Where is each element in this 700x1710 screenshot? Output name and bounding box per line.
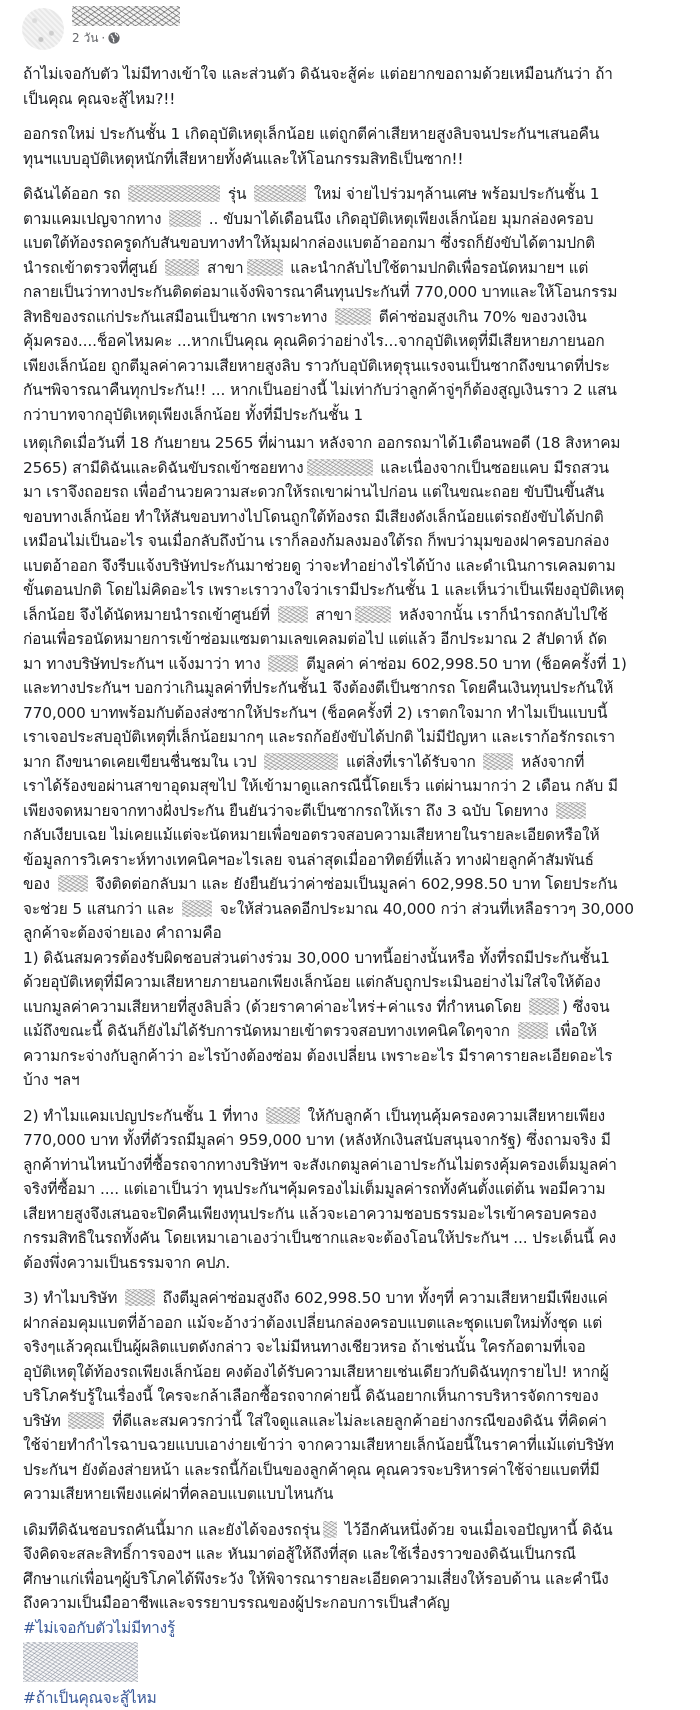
post-meta [72, 30, 180, 46]
text-line [23, 431, 683, 456]
redacted-text [355, 606, 391, 623]
text-segment: ความกระจ่างกับลูกค้าว่า อะไรบ้างต้องซ่อม ต้องเปลี่ยน เพราะอะไร มีราคารายละเอียดอะไร [23, 1046, 613, 1065]
text-line [23, 1335, 683, 1360]
text-segment: ให้กับลูกค้า เป็นทุนคุ้มครองความเสียหายเพียง [302, 1106, 605, 1125]
text-segment: เหมือนไม่เป็นอะไร จนเมื่อกลับถึงบ้าน เราก็ลองก้มลงมองใต้รถ ก็พบว่ามุมของฝาครอบกล่อง [23, 532, 610, 550]
text-line [23, 1202, 683, 1227]
text-segment: เป็นคุณ คุณจะสู้ไหม?!! [23, 89, 176, 108]
post-header [22, 2, 180, 52]
post-paragraph [23, 62, 683, 111]
hashtag-link[interactable]: #ถ้าเป็นคุณจะสู้ไหม [23, 1688, 157, 1707]
text-line [23, 231, 683, 256]
text-line [23, 799, 683, 824]
text-line [23, 897, 683, 922]
text-segment: ใช้จ่ายทำกำไรฉาบฉวยแบบเอาง่ายเข้าว่า จากความเสียหายเล็กน้อยนี้ในราคาที่แม้แต่บริษัท [23, 1436, 614, 1454]
text-segment: ก่อนเพื่อรอนัดหมายการเข้าซ่อมแซมตามเลขเคลมต่อไป แต่แล้ว อีกประมาณ 2 สัปดาห์ ถัด [23, 630, 608, 648]
text-line [23, 1567, 683, 1592]
text-segment: คุ้มครอง....ช็อคไหมคะ ...หากเป็นคุณ คุณคิดว่าอย่างไร...จากอุบัติเหตุที่มีเสียหายภายนอก [23, 332, 605, 350]
text-segment: กรรมสิทธิในรถทั้งคัน โดยเหมาเอาเองว่าเป็นซากและจะต้องโอนให้ประกันฯ ... ประเด็นนี้ คง [23, 1229, 617, 1247]
text-line [23, 87, 683, 112]
redacted-text [247, 259, 283, 276]
text-line [23, 147, 683, 172]
text-segment: สิทธิของรถแก่ประกันเสมือนเป็นซาก เพราะทาง [23, 307, 332, 326]
redacted-text [68, 1412, 104, 1429]
post-paragraph [23, 1286, 683, 1507]
text-segment: ดิฉันได้ออก รถ [23, 185, 126, 203]
text-segment: ถึงตีมูลค่าซ่อมสูงถึง 602,998.50 บาท ทั้งๆที่ ความเสียหายมีเพียงแค่ [157, 1289, 608, 1307]
hashtag-link[interactable]: #ไม่เจอกับตัวไม่มีทางรู้ [23, 1618, 176, 1637]
text-segment: ข้อมูลการวิเคราะห์ทางเทคนิคฯอะไรเลย จนล่าสุดเมื่ออาทิตย์ที่แล้ว ทางฝ่ายลูกค้าสัมพันธ์ [23, 850, 594, 869]
text-line [23, 701, 683, 726]
text-line [23, 1177, 683, 1202]
text-line [23, 652, 683, 677]
text-segment: ลูกค้าจะต้องจ่ายเอง คำถามคือ [23, 924, 222, 942]
text-line [23, 122, 683, 147]
redacted-text [323, 1521, 337, 1538]
text-segment: กลายเป็นว่าทางประกันติดต่อมาแจ้งพิจารณาคืนทุนประกันที่ 770,000 บาทและให้โอนกรรม [23, 283, 618, 301]
text-line [23, 1433, 683, 1458]
text-line [23, 529, 683, 554]
text-segment: แม้ถึงขณะนี้ ดิฉันก็ยังไม่ได้รับการนัดหมายเข้าตรวจสอบทางเทคนิคใดๆจาก [23, 1022, 515, 1040]
text-segment: แต่สิ่งที่เราได้รับจาก [341, 752, 481, 771]
text-line [23, 823, 683, 848]
redacted-text [483, 753, 513, 770]
redacted-text [307, 459, 373, 476]
text-segment: กลับเงียบเฉย ไม่เคยแม้แต่จะนัดหมายเพื่อขอตรวจสอบความเสียหายในรายละเอียดหรือให้ [23, 826, 600, 844]
text-segment: เหตุเกิดเมื่อวันที่ 18 กันยายน 2565 ที่ผ่านมา หลังจาก ออกรถมาได้1เดือนพอดี (18 สิงหาคม [23, 434, 621, 452]
text-segment: เดิมทีดิฉันชอบรถคันนี้มาก และยังได้จองรถรุ่น [23, 1520, 321, 1539]
text-line [23, 403, 683, 428]
text-segment: เราได้ร้องขอผ่านสาขาอุดมสุขไป ให้เข้ามาดูแลกรณีนี้โดยเร็ว แต่ผ่านมากว่า 2 เดือน กลับ มี [23, 777, 618, 795]
text-segment: ) ซึ่งจน [562, 997, 610, 1016]
post-paragraph [23, 182, 683, 427]
text-line [23, 62, 683, 87]
redacted-text [165, 259, 199, 276]
text-segment: ที่ดีและสมควรกว่านี้ ใส่ใจดูแลและไม่ละเลยลูกค้าอย่างกรณีของดิฉัน ที่คิดค่า [107, 1411, 607, 1430]
text-line [23, 329, 683, 354]
text-line [23, 182, 683, 207]
text-line [23, 1518, 683, 1543]
text-segment: และเนื่องจากเป็นซอยแคบ มีรถสวน [375, 458, 609, 477]
text-segment: 770,000 บาทพร้อมกับต้องส่งซากให้ประกันฯ (ช็อคครั้งที่ 2) เราตกใจมาก ทำไมเป็นแบบนี้ [23, 703, 608, 722]
text-line [23, 774, 683, 799]
text-segment: หลังจากนั้น เราก็นำรถกลับไปใช้ [394, 605, 608, 624]
text-line [23, 480, 683, 505]
text-segment: อุบัติเหตุใต้ท้องรถเพียงเล็กน้อย คงต้องได้รับความเสียหายเช่นเดียวกับดิฉันทุกรายไป! หากผู้ [23, 1362, 609, 1381]
text-segment: หลังจากที่ [516, 752, 585, 771]
text-segment: บริษัท [23, 1411, 66, 1430]
text-line [23, 256, 683, 281]
text-line [23, 1482, 683, 1507]
text-segment: ฝากล่อมคุมแบตที่อ้าออก แม้จะอ้างว่าต้องเปลี่ยนกล่องครอบแบตและชุดแบตใหม่ทั้งชุด แต่ [23, 1313, 603, 1332]
text-segment: กว่าบาทจากอุบัติเหตุเพียงเล็กน้อย ทั้งที่มีประกันชั้น 1 [23, 405, 364, 424]
redacted-text [254, 185, 306, 202]
text-line [23, 456, 683, 481]
hashtag-list [23, 1616, 683, 1710]
redacted-text [556, 802, 586, 819]
text-segment: แบตใต้ท้องรถครูดกับสันขอบทางทำให้มุมฝากล่องแบตอ้าออกมา ซึ่งรถก็ยังขับได้ตามปกติ [23, 234, 596, 252]
text-line [23, 505, 683, 530]
text-line [23, 725, 683, 750]
text-segment: ถ้าไม่เจอกับตัว ไม่มีทางเข้าใจ และส่วนตัว ดิฉันจะสู้ค่ะ แต่อยากขอถามด้วยเหมือนกันว่า ถ้า [23, 65, 613, 83]
post-paragraph [23, 122, 683, 171]
post-body [23, 62, 683, 1710]
text-segment: กันฯพิจารณาคืนทุกประกัน!! ... หากเป็นอย่างนี้ ไม่เท่ากับว่าลูกค้าจู่ๆก็ต้องสูญเงินราว 2 แสน [23, 381, 617, 399]
globe-icon[interactable] [108, 32, 120, 44]
text-segment: รุ่น [223, 185, 252, 203]
text-line [23, 1104, 683, 1129]
text-segment: และทางประกันฯ บอกว่าเกินมูลค่าที่ประกันชั้น1 จึงต้องตีเป็นซากรถ โดยคืนเงินทุนประกันให้ [23, 679, 614, 697]
text-line [23, 1226, 683, 1251]
text-line [23, 554, 683, 579]
post-header-text [72, 2, 180, 46]
text-segment: แบตอ้าออก จึงรีบแจ้งบริษัทประกันมาช่วยดู ว่าจะทำอย่างไรได้บ้าง และดำเนินการเคลมตาม [23, 556, 616, 575]
text-line [23, 280, 683, 305]
text-line [23, 1153, 683, 1178]
text-segment: นำรถเข้าตรวจที่ศูนย์ [23, 258, 163, 277]
post-paragraph [23, 431, 683, 1093]
redacted-hashtag[interactable] [23, 1642, 138, 1682]
text-line [23, 578, 683, 603]
redacted-text [335, 308, 371, 325]
redacted-text [182, 900, 212, 917]
text-segment: ตีค่าซ่อมสูงเกิน 70% ของวงเงิน [373, 307, 587, 326]
text-segment: เพื่อให้ [550, 1022, 597, 1040]
text-segment: เพียงเล็กน้อย ถูกตีมูลค่าความเสียหายสูงลิบ ราวกับอุบัติเหตุรุนแรงจนเป็นซากถึงขนาดที่ประ [23, 356, 610, 375]
text-segment: ศึกษาแก่เพื่อนๆผู้บริโภคได้พึงระวัง ให้พิจารณารายละเอียดความเสี่ยงให้รอบด้าน และคำนึง [23, 1569, 609, 1588]
post-timestamp[interactable]: 2 วัน [72, 31, 99, 45]
text-segment: จึงติดต่อกลับมา และ ยังยืนยันว่าค่าซ่อมเป็นมูลค่า 602,998.50 บาท โดยประกัน [90, 875, 618, 893]
text-segment: ขั้นตอนปกติ โดยไม่คิดอะไร เพราะเราวางใจว่าเรามีประกันชั้น 1 และเห็นว่าเป็นเพียงอุบัติเหตุ [23, 581, 625, 599]
text-segment: ใหม่ จ่ายไปร่วมๆล้านเศษ พร้อมประกันชั้น 1 [309, 185, 600, 203]
redacted-text [266, 1107, 300, 1124]
text-line [23, 603, 683, 628]
text-line [23, 921, 683, 946]
text-line [23, 946, 683, 971]
text-segment: บริโภครับรู้ในเรื่องนี้ ใครจะกล้าเลือกซื้อรถจากค่ายนี้ ดิฉันอยากเห็นการบริหารจัดการของ [23, 1387, 599, 1405]
text-segment: ตามแคมเปญจากทาง [23, 209, 167, 228]
text-segment: ต้องพึ่งความเป็นธรรมจาก คปภ. [23, 1253, 231, 1272]
redacted-text [264, 753, 338, 770]
redacted-text [529, 998, 559, 1015]
redacted-text [268, 655, 298, 672]
text-segment: ด้วยอุบัติเหตุที่มีความเสียหายภายนอกเพียงเล็กน้อย แต่กลับถูกประเมินอย่างไม่ใส่ใจให้ต้อง [23, 973, 601, 991]
text-line [23, 1311, 683, 1336]
meta-separator: · [101, 31, 106, 45]
text-line [23, 1128, 683, 1153]
text-segment: ขอบทางเล็กน้อย ทำให้สันขอบทางไปโดนถูกใต้ท้องรถ มีเสียงดังเล็กน้อยแต่รถยังขับได้ปกติ [23, 507, 604, 526]
post-paragraph [23, 1104, 683, 1276]
text-line [23, 1044, 683, 1069]
text-segment: บ้าง ฯลฯ [23, 1071, 80, 1089]
text-segment: 3) ทำไมบริษัท [23, 1289, 122, 1307]
text-segment: ออกรถใหม่ ประกันชั้น 1 เกิดอุบัติเหตุเล็กน้อย แต่ถูกตีค่าเสียหายสูงลิบจนประกันฯเสนอคืน [23, 125, 600, 143]
text-segment: มา เราจึงถอยรถ เพื่ออำนวยความสะดวกให้รถเขาผ่านไปก่อน แต่ในขณะถอย ขับปีนขึ้นสัน [23, 483, 605, 501]
text-segment: ความเสียหายเพียงแค่ฝาที่คลอบแบตแบบไหนกัน [23, 1485, 334, 1503]
text-segment: เราเจอประสบอุบัติเหตุที่เล็กน้อยมากๆ และรถก้อยังขับได้ปกติ ไม่มีปัญหา และเราก้อรักรถเรา [23, 728, 615, 746]
text-line [23, 305, 683, 330]
redacted-text [125, 1289, 155, 1306]
text-line [23, 1068, 683, 1093]
text-segment: สาขา [310, 605, 353, 624]
post-paragraph [23, 1518, 683, 1616]
text-line [23, 848, 683, 873]
text-segment: จริงที่ซื้อมา .... แต่เอาเป็นว่า ทุนประกันฯคุ้มครองไม่เต็มมูลค่ารถทั้งคันตั้งแต่ต้น พอมีความ [23, 1180, 606, 1198]
text-segment: ตีมูลค่า ค่าซ่อม 602,998.50 บาท (ช็อคครั้งที่ 1) [301, 654, 627, 673]
text-segment: ของ [23, 875, 55, 893]
text-line [23, 995, 683, 1020]
text-segment: ถึงความเป็นมืออาชีพและจรรยาบรรณของผู้ประกอบการเป็นสำคัญ [23, 1594, 450, 1612]
text-segment: และนำกลับไปใช้ตามปกติเพื่อรอนัดหมายฯ แต่ [285, 258, 589, 277]
text-line [23, 1384, 683, 1409]
redacted-text [518, 1022, 548, 1039]
text-segment: ไว้อีกคันหนึ่งด้วย จนเมื่อเจอปัญหานี้ ดิฉัน [340, 1520, 613, 1539]
text-line [23, 970, 683, 995]
text-segment: สาขา [202, 258, 244, 277]
text-segment: เสียหายสูงจึงเสนอจะปิดคืนเพียงทุนประกัน แล้วจะเอาความชอบธรรมอะไรเข้าครอบครอง [23, 1204, 597, 1223]
text-line [23, 1409, 683, 1434]
text-segment: 1) ดิฉันสมควรต้องรับผิดชอบส่วนต่างร่วม 30,000 บาทนี้อย่างนั้นหรือ ทั้งที่รถมีประกันชั้น1 [23, 948, 610, 967]
text-segment: ประกันฯ ยังต้องส่ายหน้า และรถนี้ก้อเป็นของลูกค้าคุณ คุณควรจะบริหารค่าใช้จ่ายแบตที่มี [23, 1460, 600, 1479]
text-line [23, 676, 683, 701]
text-segment: แบกมูลค่าความเสียหายที่สูงลิบลิ่ว (ด้วยราคาค่าอะไหร่+ค่าแรง ที่กำหนดโดย [23, 997, 527, 1016]
text-line [23, 1458, 683, 1483]
text-segment: จะช่วย 5 แสนกว่า และ [23, 899, 179, 918]
text-line [23, 1019, 683, 1044]
text-line [23, 1251, 683, 1276]
text-segment: ลูกค้าท่านไหนบ้างที่ซื้อรถจากทางบริษัทฯ จะสังเกตมูลค่าเอาประกันไม่ตรงคุ้มครองเต็มมูลค่า [23, 1155, 617, 1174]
text-line [23, 354, 683, 379]
text-segment: 2) ทำไมแคมเปญประกันชั้น 1 ที่ทาง [23, 1106, 263, 1125]
text-segment: .. ขับมาได้เดือนนึง เกิดอุบัติเหตุเพียงเล็กน้อย มุมกล่องครอบ [204, 209, 594, 228]
text-segment: เพียงจดหมายจากทางฝั่งประกัน ยืนยันว่าจะตีเป็นซากรถให้เรา ถึง 3 ฉบับ โดยทาง [23, 801, 554, 820]
text-segment: 770,000 บาท ทั้งที่ตัวรถมีมูลค่า 959,000 บาท (หลังหักเงินสนับสนุนจากรัฐ) ซึ่งถามจริง มี [23, 1131, 611, 1149]
text-line [23, 750, 683, 775]
text-segment: มาก ถึงขนาดเคยเขียนชื่นชมใน เวป [23, 752, 262, 771]
redacted-text [58, 875, 88, 892]
text-segment: มา ทางบริษัทประกันฯ แจ้งมาว่า ทาง [23, 654, 266, 673]
text-segment: จะให้ส่วนลดอีกประมาณ 40,000 กว่า ส่วนที่เหลือราวๆ 30,000 [214, 899, 634, 918]
text-line [23, 1286, 683, 1311]
redacted-text [128, 185, 220, 202]
redacted-text [169, 210, 201, 227]
text-line [23, 1542, 683, 1567]
text-line [23, 627, 683, 652]
text-segment: 2565) สามีดิฉันและดิฉันขับรถเข้าซอยทาง [23, 458, 304, 477]
text-line [23, 1360, 683, 1385]
author-avatar[interactable] [22, 8, 64, 50]
text-segment: ทุนฯแบบอุบัติเหตุหนักที่เสียหายทั้งคันและให้โอนกรรมสิทธิเป็นซาก!! [23, 149, 464, 168]
text-segment: จริงๆแล้วคุณเป็นผู้ผลิตแบตดังกล่าว จะไม่มีหนทางเชียวหรอ ถ้าเช่นนั้น ใครก้อตามที่เจอ [23, 1338, 586, 1356]
text-line [23, 1591, 683, 1616]
text-segment: เล็กน้อย จึงได้นัดหมายนำรถเข้าศูนย์ที่ [23, 605, 275, 624]
author-name-redacted[interactable] [72, 6, 180, 26]
text-line [23, 872, 683, 897]
text-segment: จึงคิดจะสละสิทธิ์การจองฯ และ หันมาต่อสู้ให้ถึงที่สุด และใช้เรื่องราวของดิฉันเป็นกรณี [23, 1545, 576, 1563]
redacted-text [278, 606, 308, 623]
text-line [23, 378, 683, 403]
text-line [23, 207, 683, 232]
